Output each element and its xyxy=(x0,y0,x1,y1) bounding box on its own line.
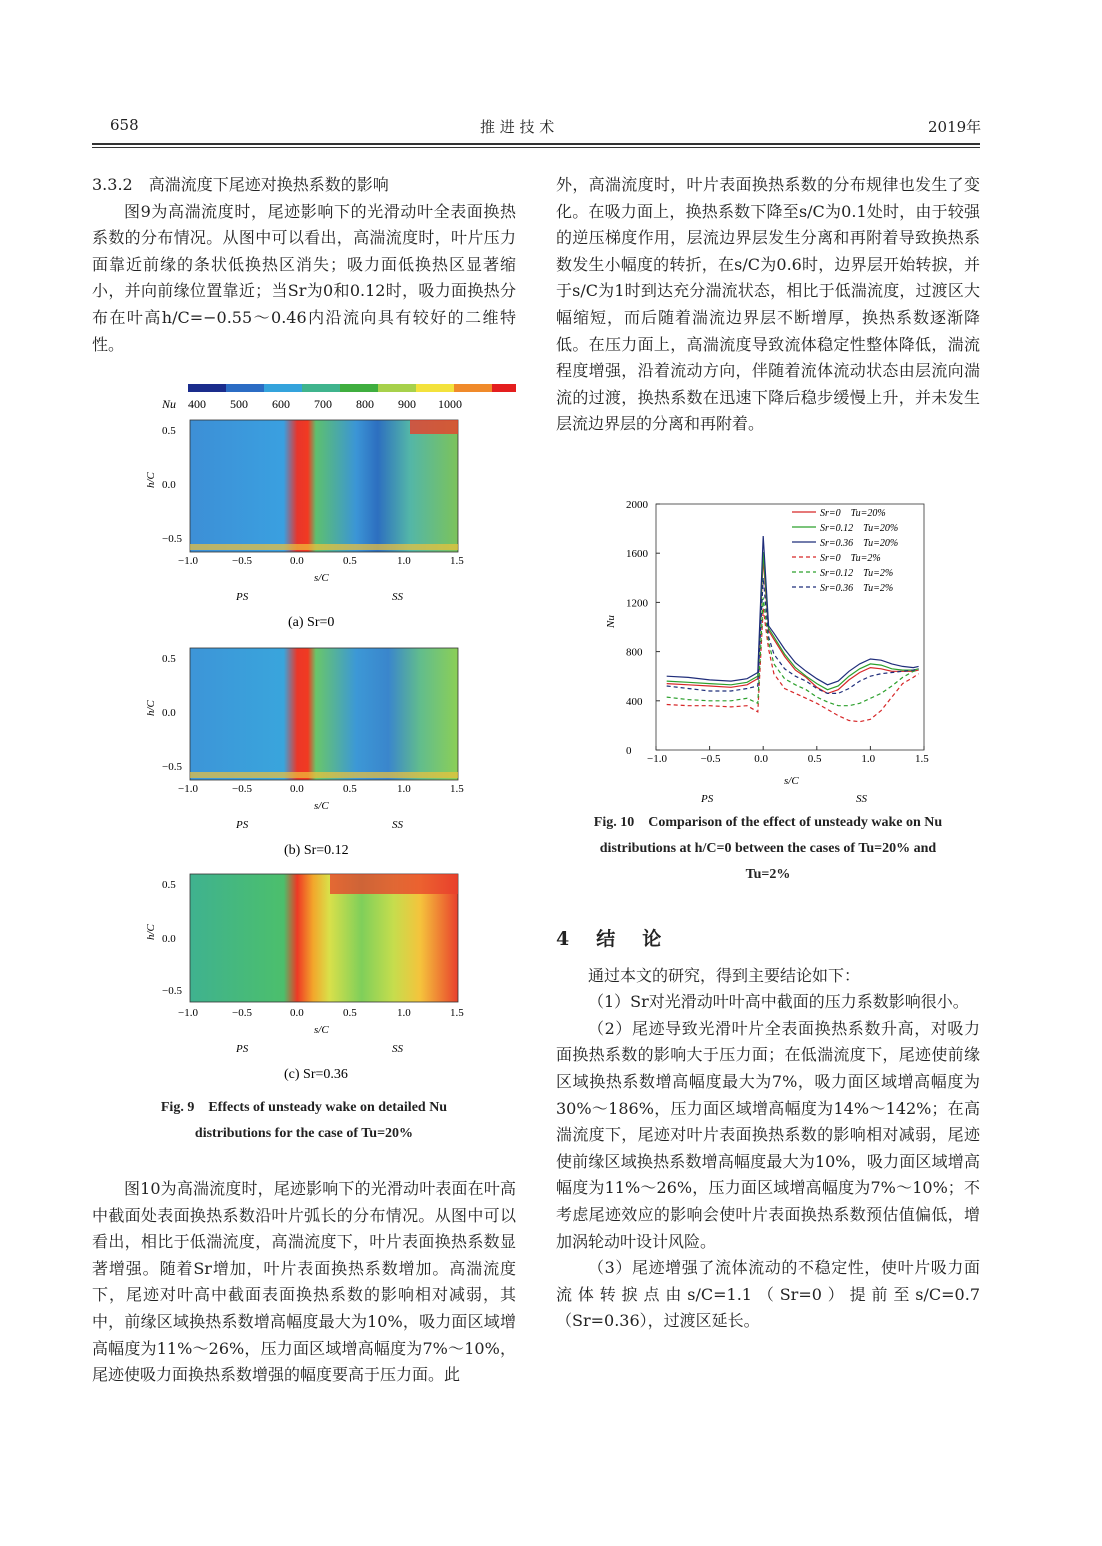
header-rule xyxy=(92,143,980,145)
ss-label: SS xyxy=(856,793,867,804)
journal-title: 推 进 技 术 xyxy=(480,118,555,136)
xtick: −1.0 xyxy=(178,1007,198,1019)
ytick: −0.5 xyxy=(162,533,182,545)
colorbar-tick: 500 xyxy=(230,397,248,411)
xtick: −0.5 xyxy=(232,1007,252,1019)
ytick: 0.5 xyxy=(162,425,176,437)
x-tick-label: −1.0 xyxy=(647,753,667,765)
figure-9 xyxy=(92,378,516,1088)
caption-line: Fig. 9 Effects of unsteady wake on detailed Nu xyxy=(160,1100,448,1115)
ytick: 0.0 xyxy=(162,479,176,491)
xtick: −1.0 xyxy=(178,555,198,567)
conclusion-intro: 通过本文的研究，得到主要结论如下： xyxy=(588,965,861,985)
x-tick-label: −0.5 xyxy=(700,753,721,765)
xtick: 0.5 xyxy=(343,783,357,795)
x-axis-label: s/C xyxy=(784,775,799,787)
subcaption-a: (a) Sr=0 xyxy=(288,615,335,630)
y-axis-label: h/C xyxy=(145,924,157,940)
colorbar-tick: 400 xyxy=(188,397,206,411)
ytick: 0.5 xyxy=(162,879,176,891)
ytick: 0.5 xyxy=(162,653,176,665)
subcaption-b: (b) Sr=0.12 xyxy=(284,843,349,858)
subcaption-c: (c) Sr=0.36 xyxy=(284,1067,348,1082)
right-column-bottom xyxy=(556,926,980,1335)
ps-label: PS xyxy=(236,591,249,603)
series-line xyxy=(667,578,919,694)
ps-label: PS xyxy=(236,819,249,831)
xtick: 0.5 xyxy=(343,1007,357,1019)
conclusion-3: （3）尾迹增强了流体流动的不稳定性，使叶片吸力面流体转捩点由s/C=1.1（Sr=0）提前至s/C=0.7（Sr=0.36），过渡区延长。 xyxy=(556,1258,980,1331)
x-axis-label: s/C xyxy=(314,1024,329,1036)
xtick: 1.5 xyxy=(450,783,464,795)
ytick: 0.0 xyxy=(162,933,176,945)
ps-label: PS xyxy=(236,1043,249,1055)
ss-label: SS xyxy=(392,819,403,831)
contour-panel-b xyxy=(145,648,464,858)
xtick: 1.0 xyxy=(397,555,411,567)
y-tick-label: 400 xyxy=(626,695,643,708)
xtick: 1.5 xyxy=(450,1007,464,1019)
colorbar-tick: 600 xyxy=(272,397,290,411)
series-line xyxy=(667,536,919,685)
ytick: −0.5 xyxy=(162,985,182,997)
conclusion-2: （2）尾迹导致光滑叶片全表面换热系数升高，对吸力面换热系数的影响大于压力面；在低湍流度下，尾迹使前缘区域换热系数增高幅度最大为7%，吸力面区域增高幅度为30%～186%，压力面区域增高幅度为14%～142%；在高湍流度下，尾迹对叶片表面换热系数的影响相对减弱，尾迹使前缘区域换热系数增高幅度最大为10%，吸力面区域增高幅度为11%～26%，压力面区域增高幅度为7%～10%；不考虑尾迹效应的影响会使叶片表面换热系数预估值偏低，增加涡轮动叶设计风险。 xyxy=(556,1018,980,1251)
caption-line: distributions at h/C=0 between the cases of Tu=20% and xyxy=(599,841,937,856)
xtick: −0.5 xyxy=(232,555,252,567)
xtick: −1.0 xyxy=(178,783,198,795)
header-rule-thin xyxy=(92,147,980,148)
section-title: 3.3.2 高湍流度下尾迹对换热系数的影响 xyxy=(92,175,389,194)
xtick: 0.0 xyxy=(290,783,304,795)
ss-label: SS xyxy=(392,591,403,603)
colorbar-tick: 900 xyxy=(398,397,416,411)
legend-label: Sr=0 Tu=2% xyxy=(820,553,881,564)
y-axis-label: h/C xyxy=(145,472,157,488)
ps-label: PS xyxy=(701,793,714,804)
colorbar-tick: 700 xyxy=(314,397,332,411)
section-4-title: 4 结 论 xyxy=(556,928,666,950)
paragraph-fig9: 图9为高湍流度时，尾迹影响下的光滑动叶全表面换热系数的分布情况。从图中可以看出，高湍流度时，叶片压力面靠近前缘的条状低换热区消失；吸力面低换热区显著缩小，并向前缘位置靠近；当Sr为0和0.12时，吸力面换热分布在叶高h/C=−0.55～0.46内沿流向具有较好的二维特性。 xyxy=(92,201,516,354)
xtick: −0.5 xyxy=(232,783,252,795)
legend-label: Sr=0.12 Tu=20% xyxy=(820,523,899,534)
y-tick-label: 1200 xyxy=(626,597,648,610)
y-axis-label: h/C xyxy=(145,700,157,716)
figure-10-caption xyxy=(556,810,980,888)
contour-panel-c xyxy=(145,874,464,1082)
chart-legend xyxy=(792,508,898,594)
colorbar-label: Nu xyxy=(162,397,177,411)
xtick: 0.0 xyxy=(290,1007,304,1019)
ss-label: SS xyxy=(392,1043,403,1055)
colorbar xyxy=(161,384,516,411)
x-tick-label: 0.5 xyxy=(807,753,822,765)
figure-9-caption xyxy=(92,1095,516,1147)
xtick: 0.0 xyxy=(290,555,304,567)
colorbar-tick: 800 xyxy=(356,397,374,411)
paragraph-fig10: 图10为高湍流度时，尾迹影响下的光滑动叶表面在叶高中截面处表面换热系数沿叶片弧长的分布情况。从图中可以看出，相比于低湍流度，高湍流度下，叶片表面换热系数显著增强。随着Sr增加，叶片表面换热系数增加。高湍流度下，尾迹对叶高中截面表面换热系数的影响相对减弱，其中，前缘区域换热系数增高幅度最大为10%，吸力面区域增高幅度为11%～26%，压力面区域增高幅度为7%～10%，尾迹使吸力面换热系数增强的幅度要高于压力面。此 xyxy=(92,1179,516,1385)
legend-label: Sr=0.12 Tu=2% xyxy=(820,568,894,579)
caption-line: Fig. 10 Comparison of the effect of unsteady wake on Nu xyxy=(593,815,943,830)
series-line xyxy=(667,598,919,706)
right-column-top xyxy=(556,172,980,438)
legend-label: Sr=0.36 Tu=2% xyxy=(820,583,894,594)
x-tick-label: 1.5 xyxy=(915,753,929,765)
x-axis-label: s/C xyxy=(314,572,329,584)
caption-line: distributions for the case of Tu=20% xyxy=(194,1126,414,1141)
ytick: −0.5 xyxy=(162,761,182,773)
figure-10-chart xyxy=(556,494,980,804)
x-tick-label: 1.0 xyxy=(861,753,876,765)
y-axis-label: Nu xyxy=(605,615,617,628)
left-column-bottom xyxy=(92,1176,516,1389)
x-axis-label: s/C xyxy=(314,800,329,812)
paragraph-continued: 外，高湍流度时，叶片表面换热系数的分布规律也发生了变化。在吸力面上，换热系数下降至s/C为0.1处时，由于较强的逆压梯度作用，层流边界层发生分离和再附着导致换热系数发生小幅度的转折，在s/C为0.6时，边界层开始转捩，并于s/C为1时到达充分湍流状态，相比于低湍流度，过渡区大幅缩短，而后随着湍流边界层不断增厚，换热系数逐渐降低。在压力面上，高湍流度导致流体稳定性整体降低，湍流程度增强，沿着流动方向，伴随着流体流动状态由层流向湍流的过渡，换热系数在迅速下降后稳步缓慢上升，并未发生层流边界层的分离和再附着。 xyxy=(556,175,980,434)
ytick: 0.0 xyxy=(162,707,176,719)
contour-panel-a xyxy=(145,420,464,630)
y-tick-label: 0 xyxy=(626,745,632,757)
page-number: 658 xyxy=(110,116,139,134)
xtick: 1.0 xyxy=(397,783,411,795)
xtick: 0.5 xyxy=(343,555,357,567)
xtick: 1.0 xyxy=(397,1007,411,1019)
xtick: 1.5 xyxy=(450,555,464,567)
y-tick-label: 800 xyxy=(626,646,643,659)
y-tick-label: 2000 xyxy=(626,499,648,511)
legend-label: Sr=0 Tu=20% xyxy=(820,508,886,519)
year: 2019年 xyxy=(928,118,982,136)
left-column-top xyxy=(92,172,516,358)
caption-line: Tu=2% xyxy=(745,867,791,882)
x-tick-label: 0.0 xyxy=(754,753,768,765)
y-tick-label: 1600 xyxy=(626,548,648,561)
legend-label: Sr=0.36 Tu=20% xyxy=(820,538,899,549)
conclusion-1: （1）Sr对光滑动叶叶高中截面的压力系数影响很小。 xyxy=(588,992,969,1012)
colorbar-tick: 1000 xyxy=(438,397,462,411)
chart-series xyxy=(667,536,919,722)
